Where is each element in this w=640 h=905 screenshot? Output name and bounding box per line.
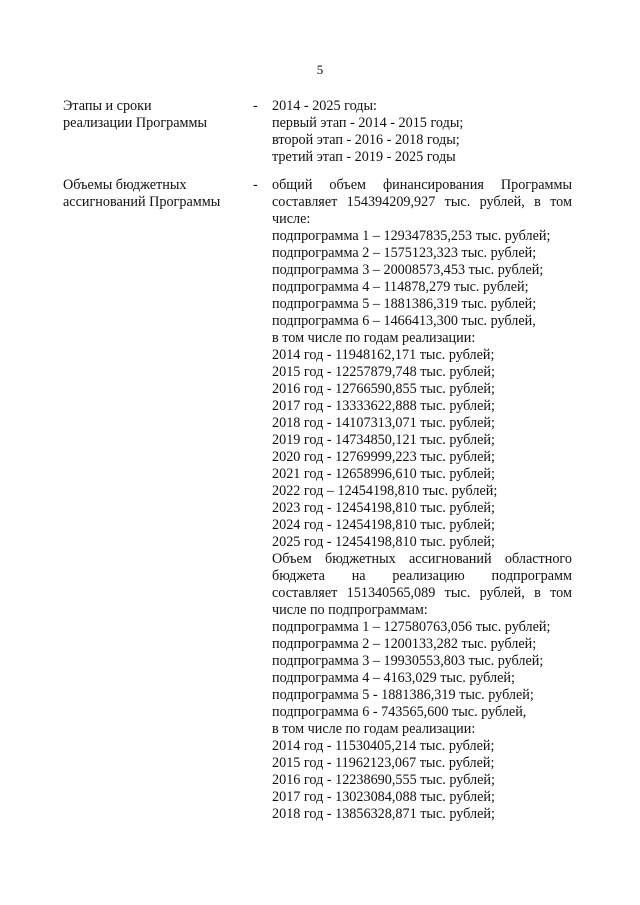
budget-line: 2017 год - 13023084,088 тыс. рублей; [272, 789, 495, 805]
budget-dash: - [253, 177, 258, 193]
budget-line: подпрограмма 5 - 1881386,319 тыс. рублей; [272, 687, 534, 703]
budget-line: подпрограмма 6 – 1466413,300 тыс. рублей, [272, 313, 536, 329]
budget-line: общий объем финансирования Программы [272, 177, 572, 193]
budget-line: 2021 год - 12658996,610 тыс. рублей; [272, 466, 495, 482]
page-number: 5 [316, 62, 324, 77]
budget-line: 2015 год - 12257879,748 тыс. рублей; [272, 364, 495, 380]
budget-value [272, 177, 572, 823]
budget-line: 2014 год - 11530405,214 тыс. рублей; [272, 738, 495, 754]
budget-line: числе: [272, 211, 311, 227]
budget-line: составляет 154394209,927 тыс. рублей, в том [272, 194, 572, 210]
stages-line: третий этап - 2019 - 2025 годы [272, 149, 456, 165]
budget-line: Объем бюджетных ассигнований областного [272, 551, 572, 567]
budget-line: подпрограмма 4 – 4163,029 тыс. рублей; [272, 670, 515, 686]
budget-line: подпрограмма 4 – 114878,279 тыс. рублей; [272, 279, 529, 295]
stages-dash: - [253, 98, 258, 114]
budget-line: 2016 год - 12766590,855 тыс. рублей; [272, 381, 495, 397]
budget-line: составляет 151340565,089 тыс. рублей, в том [272, 585, 572, 601]
budget-line: 2014 год - 11948162,171 тыс. рублей; [272, 347, 495, 363]
budget-line: в том числе по годам реализации: [272, 330, 476, 346]
budget-label-line: ассигнований Программы [63, 194, 221, 210]
budget-line: подпрограмма 3 – 19930553,803 тыс. рублей; [272, 653, 544, 669]
stages-label-line: Этапы и сроки [63, 98, 152, 114]
budget-line: 2023 год - 12454198,810 тыс. рублей; [272, 500, 495, 516]
stages-line: первый этап - 2014 - 2015 годы; [272, 115, 464, 131]
budget-label [63, 177, 253, 211]
budget-line: подпрограмма 2 – 1575123,323 тыс. рублей; [272, 245, 537, 261]
budget-line: подпрограмма 1 – 129347835,253 тыс. рублей; [272, 228, 551, 244]
budget-line: 2016 год - 12238690,555 тыс. рублей; [272, 772, 495, 788]
budget-line: подпрограмма 3 – 20008573,453 тыс. рублей; [272, 262, 544, 278]
stages-value [272, 98, 572, 166]
budget-line: бюджета на реализацию подпрограмм [272, 568, 572, 584]
budget-line: подпрограмма 2 – 1200133,282 тыс. рублей; [272, 636, 537, 652]
budget-line: подпрограмма 5 – 1881386,319 тыс. рублей; [272, 296, 537, 312]
budget-line: подпрограмма 6 - 743565,600 тыс. рублей, [272, 704, 527, 720]
budget-line: подпрограмма 1 – 127580763,056 тыс. рублей; [272, 619, 551, 635]
budget-line: 2018 год - 14107313,071 тыс. рублей; [272, 415, 495, 431]
budget-line: 2024 год - 12454198,810 тыс. рублей; [272, 517, 495, 533]
stages-label-line: реализации Программы [63, 115, 208, 131]
budget-line: 2015 год - 11962123,067 тыс. рублей; [272, 755, 495, 771]
budget-line: 2017 год - 13333622,888 тыс. рублей; [272, 398, 495, 414]
stages-line: второй этап - 2016 - 2018 годы; [272, 132, 460, 148]
budget-label-line: Объемы бюджетных [63, 177, 187, 193]
budget-line: 2019 год - 14734850,121 тыс. рублей; [272, 432, 495, 448]
stages-line: 2014 - 2025 годы: [272, 98, 377, 114]
budget-line: 2022 год – 12454198,810 тыс. рублей; [272, 483, 498, 499]
budget-line: 2020 год - 12769999,223 тыс. рублей; [272, 449, 495, 465]
budget-line: 2025 год - 12454198,810 тыс. рублей; [272, 534, 495, 550]
budget-line: 2018 год - 13856328,871 тыс. рублей; [272, 806, 495, 822]
stages-label [63, 98, 253, 132]
budget-line: в том числе по годам реализации: [272, 721, 476, 737]
budget-line: числе по подпрограммам: [272, 602, 428, 618]
